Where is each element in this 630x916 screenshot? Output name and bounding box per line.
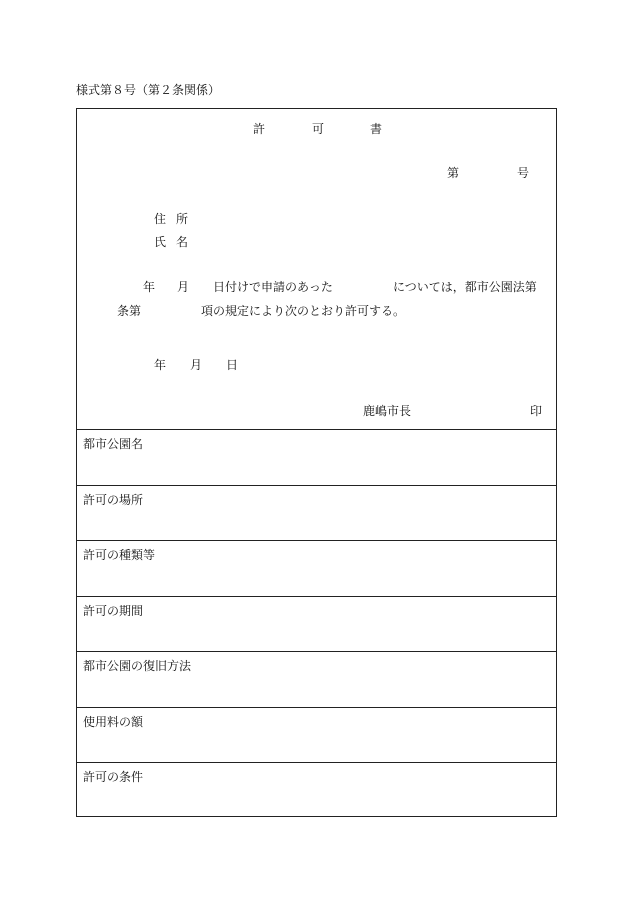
title-char-3: 書 xyxy=(370,122,383,136)
permit-number-suffix: 号 xyxy=(517,166,530,180)
permit-header-section xyxy=(77,109,556,429)
row-park-name xyxy=(77,429,556,485)
issuer-title: 鹿嶋市長 xyxy=(363,404,412,418)
row-permit-conditions xyxy=(77,762,556,818)
title-char-2: 可 xyxy=(312,122,325,136)
usage-fee-label: 使用料の額 xyxy=(83,714,144,729)
name-char-1: 氏 xyxy=(154,235,167,249)
row-permit-type xyxy=(77,540,556,596)
name-char-2: 名 xyxy=(176,235,189,249)
issue-date-year: 年 xyxy=(154,358,167,372)
permission-statement: 項の規定により次のとおり許可する。 xyxy=(201,304,406,318)
application-year: 年 xyxy=(143,280,156,294)
form-number-label: 様式第８号（第２条関係） xyxy=(76,83,221,97)
permit-period-label: 許可の期間 xyxy=(83,603,144,618)
permit-location-label: 許可の場所 xyxy=(83,492,144,507)
issue-date-day: 日 xyxy=(226,358,239,372)
park-name-label: 都市公園名 xyxy=(83,437,144,451)
article-text: 条第 xyxy=(117,304,142,318)
row-restoration-method xyxy=(77,651,556,707)
issue-date-month: 月 xyxy=(190,358,203,372)
address-char-2: 所 xyxy=(176,212,189,226)
permit-conditions-label: 許可の条件 xyxy=(83,770,144,784)
permit-details-table xyxy=(77,429,556,818)
title-char-1: 許 xyxy=(253,122,266,136)
permit-number-prefix: 第 xyxy=(447,166,460,180)
seal-mark: 印 xyxy=(530,404,543,418)
permit-type-label: 許可の種類等 xyxy=(83,548,156,562)
restoration-method-label: 都市公園の復旧方法 xyxy=(83,659,192,673)
permit-form-frame xyxy=(76,108,557,817)
row-usage-fee xyxy=(77,707,556,763)
application-text: 日付けで申請のあった xyxy=(213,280,333,294)
application-month: 月 xyxy=(177,280,190,294)
row-permit-location xyxy=(77,485,556,541)
park-law-text: については，都市公園法第 xyxy=(393,280,537,294)
row-permit-period xyxy=(77,596,556,652)
address-char-1: 住 xyxy=(154,212,167,226)
